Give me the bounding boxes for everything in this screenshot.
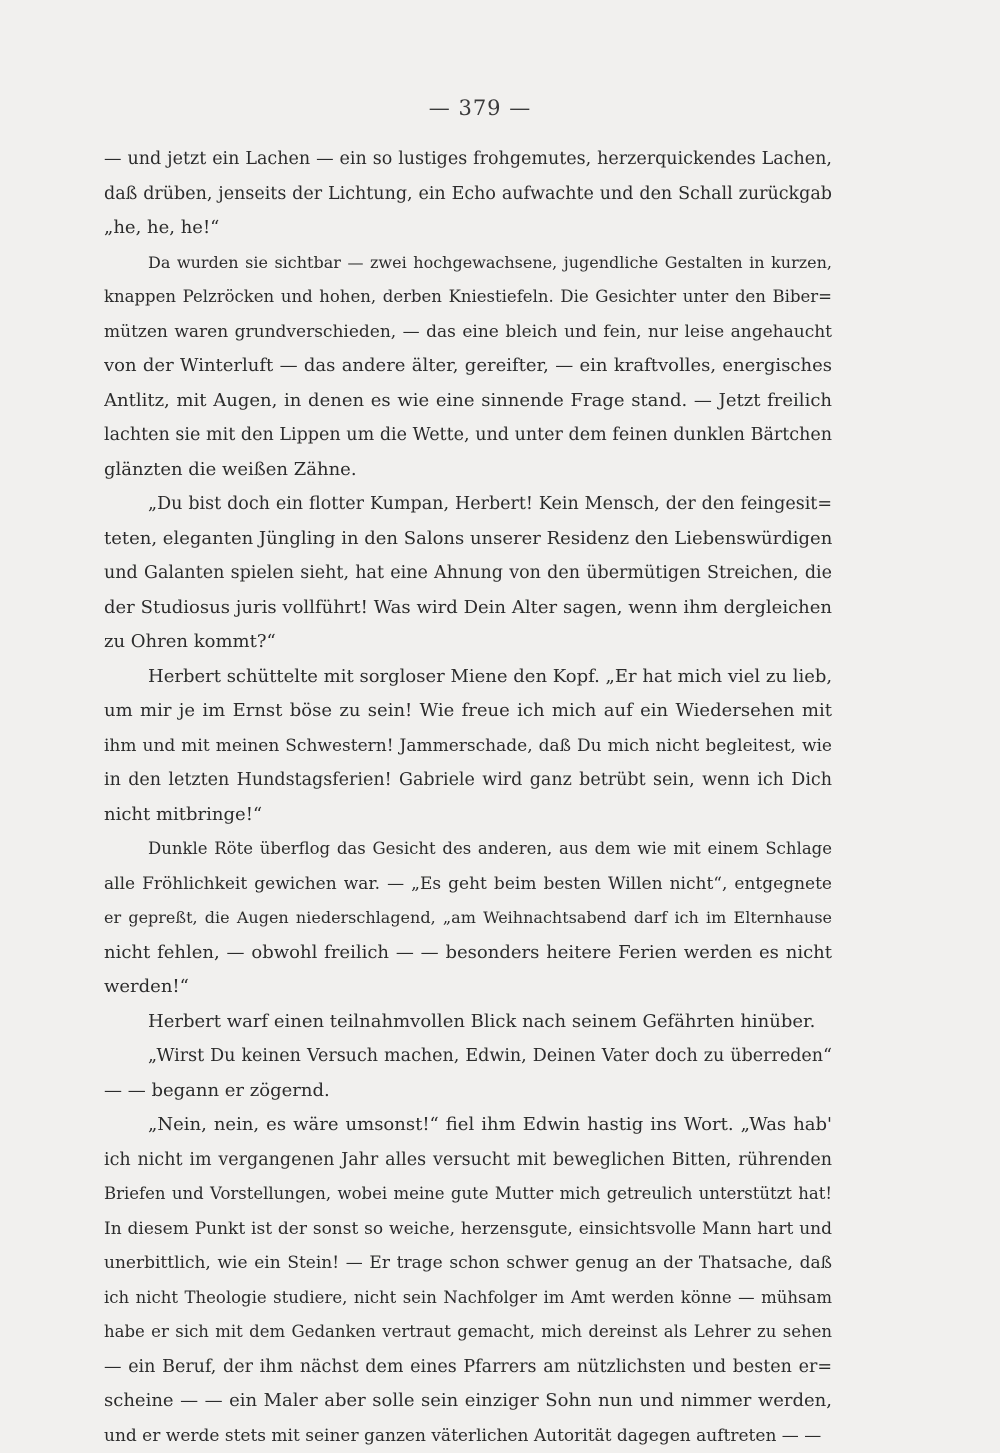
text-line: „Du bist doch ein flotter Kumpan, Herbert! Kein Mensch, der den feingesit= [104,487,832,522]
page-number: — 379 — [0,96,960,120]
text-line: und Galanten spielen sieht, hat eine Ahnung von den übermütigen Streichen, die [104,556,832,591]
text-line: „he, he, he!“ [104,211,832,246]
text-line: um mir je im Ernst böse zu sein! Wie freue ich mich auf ein Wiedersehen mit [104,694,832,729]
text-line: lachten sie mit den Lippen um die Wette, und unter dem feinen dunklen Bärtchen [104,418,832,453]
text-line: in den letzten Hundstagsferien! Gabriele wird ganz betrübt sein, wenn ich Dich [104,763,832,798]
text-line: er gepreßt, die Augen niederschlagend, „am Weihnachtsabend darf ich im Elternhause [104,901,832,936]
text-line: habe er sich mit dem Gedanken vertraut gemacht, mich dereinst als Lehrer zu sehen [104,1315,832,1350]
text-line: Antlitz, mit Augen, in denen es wie eine sinnende Frage stand. — Jetzt freilich [104,384,832,419]
text-line: Dunkle Röte überflog das Gesicht des anderen, aus dem wie mit einem Schlage [104,832,832,867]
text-line: ich nicht Theologie studiere, nicht sein Nachfolger im Amt werden könne — mühsam [104,1281,832,1316]
text-line: und er werde stets mit seiner ganzen väterlichen Autorität dagegen auftreten — — [104,1419,832,1453]
text-line: zu Ohren kommt?“ [104,625,832,660]
body-text [104,142,832,1453]
text-line: knappen Pelzröcken und hohen, derben Kniestiefeln. Die Gesichter unter den Biber= [104,280,832,315]
text-line: — — begann er zögernd. [104,1074,832,1109]
text-line: „Nein, nein, es wäre umsonst!“ fiel ihm Edwin hastig ins Wort. „Was hab' [104,1108,832,1143]
text-line: ich nicht im vergangenen Jahr alles versucht mit beweglichen Bitten, rührenden [104,1143,832,1178]
text-line: nicht mitbringe!“ [104,798,832,833]
text-line: Herbert warf einen teilnahmvollen Blick nach seinem Gefährten hinüber. [104,1005,832,1040]
text-line: Briefen und Vorstellungen, wobei meine gute Mutter mich getreulich unterstützt hat! [104,1177,832,1212]
text-line: unerbittlich, wie ein Stein! — Er trage schon schwer genug an der Thatsache, daß [104,1246,832,1281]
text-line: werden!“ [104,970,832,1005]
text-line: teten, eleganten Jüngling in den Salons unserer Residenz den Liebenswürdigen [104,522,832,557]
text-line: glänzten die weißen Zähne. [104,453,832,488]
text-line: mützen waren grundverschieden, — das eine bleich und fein, nur leise angehaucht [104,315,832,350]
text-line: ihm und mit meinen Schwestern! Jammerschade, daß Du mich nicht begleitest, wie [104,729,832,764]
text-line: nicht fehlen, — obwohl freilich — — besonders heitere Ferien werden es nicht [104,936,832,971]
text-line: von der Winterluft — das andere älter, gereifter, — ein kraftvolles, energisches [104,349,832,384]
text-line: In diesem Punkt ist der sonst so weiche, herzensgute, einsichtsvolle Mann hart und [104,1212,832,1247]
text-line: der Studiosus juris vollführt! Was wird Dein Alter sagen, wenn ihm dergleichen [104,591,832,626]
text-line: Herbert schüttelte mit sorgloser Miene den Kopf. „Er hat mich viel zu lieb, [104,660,832,695]
text-line: alle Fröhlichkeit gewichen war. — „Es geht beim besten Willen nicht“, entgegnete [104,867,832,902]
text-line: daß drüben, jenseits der Lichtung, ein Echo aufwachte und den Schall zurückgab [104,177,832,212]
text-line: Da wurden sie sichtbar — zwei hochgewachsene, jugendliche Gestalten in kurzen, [104,246,832,281]
text-line: — und jetzt ein Lachen — ein so lustiges frohgemutes, herzerquickendes Lachen, [104,142,832,177]
text-line: — ein Beruf, der ihm nächst dem eines Pfarrers am nützlichsten und besten er= [104,1350,832,1385]
text-line: scheine — — ein Maler aber solle sein einziger Sohn nun und nimmer werden, [104,1384,832,1419]
text-line: „Wirst Du keinen Versuch machen, Edwin, Deinen Vater doch zu überreden“ [104,1039,832,1074]
